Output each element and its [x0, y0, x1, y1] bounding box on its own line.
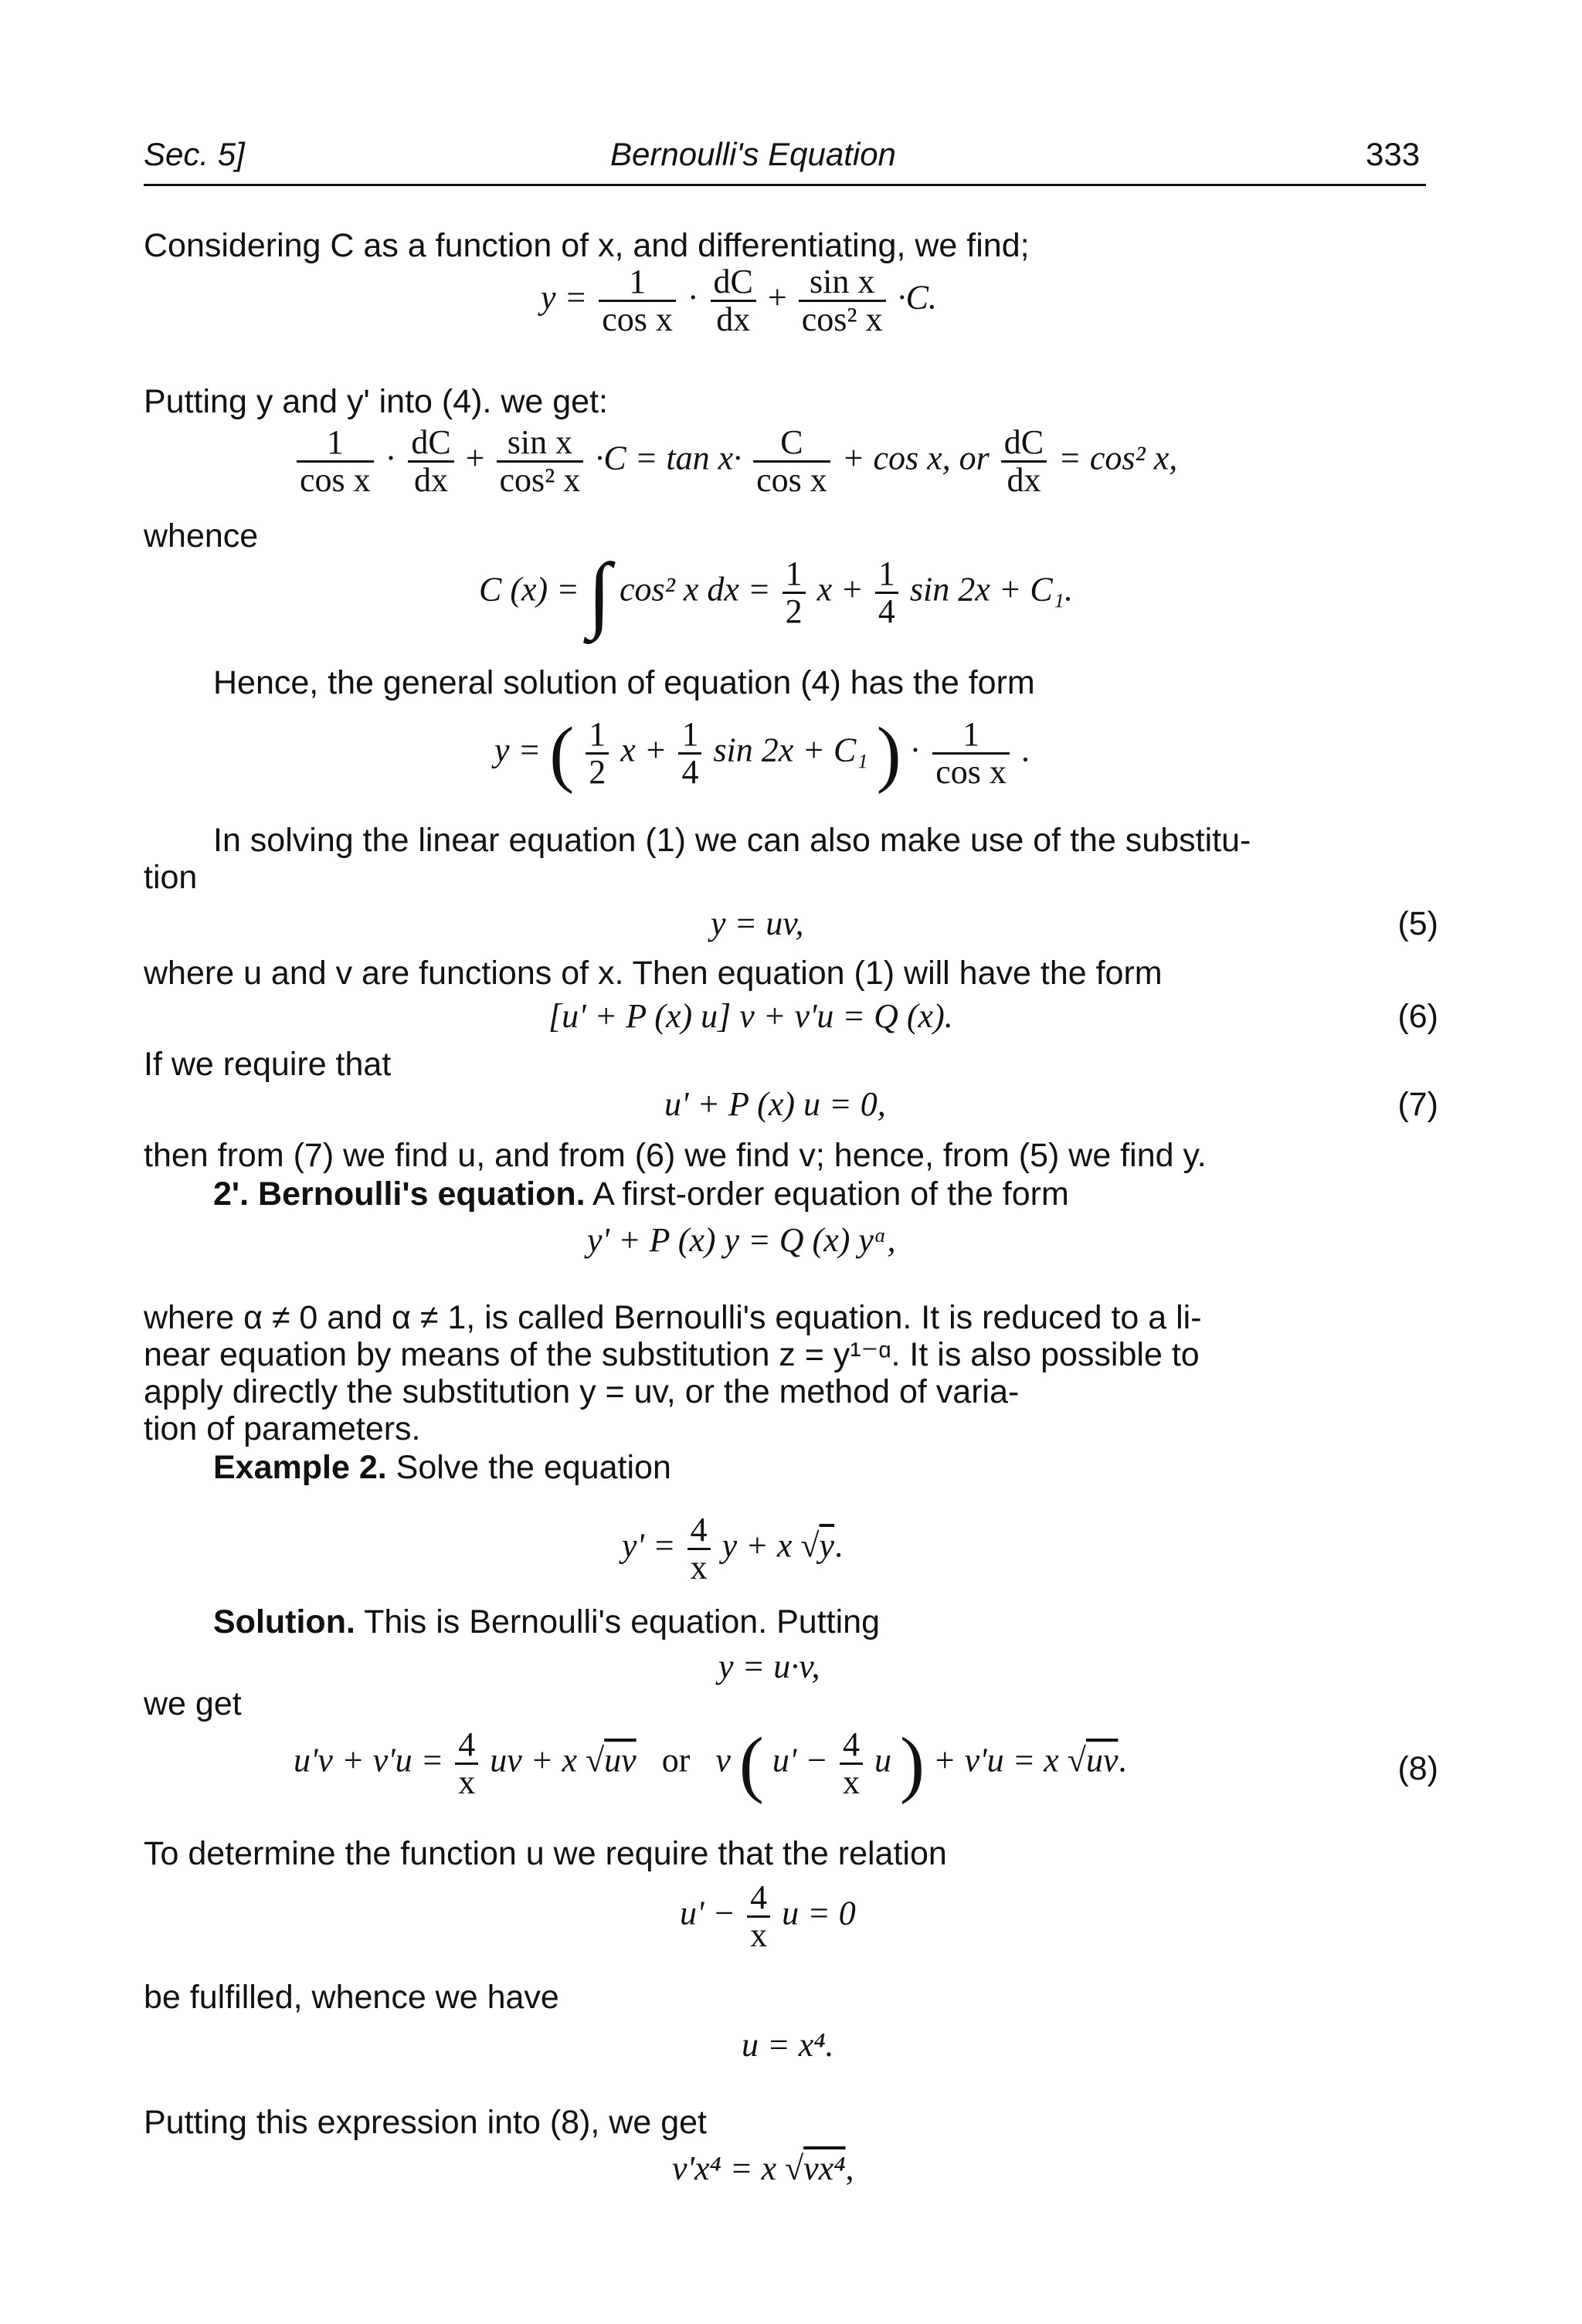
eq-part: = cos² x,: [1058, 439, 1178, 477]
equation-y-uv: [718, 1647, 820, 1687]
equation-substituted: [294, 425, 1177, 498]
fraction: [687, 1512, 711, 1586]
numerator: 1: [297, 425, 374, 463]
denominator: dx: [716, 300, 751, 338]
equation-example: [622, 1512, 843, 1586]
fraction: [599, 264, 676, 338]
denominator: dx: [413, 461, 448, 499]
text-in-solving: In solving the linear equation (1) we can also make use of the substitu-: [213, 822, 1251, 859]
heading-tail: A first-order equation of the form: [585, 1176, 1069, 1213]
numerator: sin x: [497, 425, 584, 463]
eq-part: +: [767, 278, 787, 317]
fraction: [840, 1727, 863, 1800]
text-solution: [213, 1602, 1438, 1642]
denominator: cos² x: [801, 300, 883, 338]
running-header-title: Bernoulli's Equation: [610, 136, 896, 172]
text-putting-expression: Putting this expression into (8), we get: [144, 2104, 707, 2141]
fraction: [747, 1880, 770, 1953]
denominator: x: [750, 1916, 768, 1954]
eq-part: + v'u = x √: [932, 1741, 1086, 1779]
fraction: [932, 717, 1010, 790]
eq-part: x +: [620, 731, 667, 769]
fraction: [678, 717, 701, 790]
denominator: cos² x: [499, 461, 581, 499]
text-whence: whence: [144, 517, 259, 555]
eq-part: u = 0: [782, 1894, 856, 1932]
denominator: 2: [785, 592, 803, 630]
text-be-fulfilled: be fulfilled, whence we have: [144, 1979, 559, 2016]
eq-part: uv + x √: [490, 1741, 605, 1779]
numerator: 4: [687, 1512, 711, 1550]
numerator: 1: [586, 717, 609, 755]
equation-number-5: (5): [1397, 905, 1438, 942]
denominator: x: [842, 1763, 860, 1801]
denominator: cos x: [602, 300, 673, 338]
eq-part: x +: [816, 570, 864, 609]
text-considering: Considering C as a function of x, and differentiating, we find;: [144, 227, 1030, 264]
left-paren: (: [549, 711, 575, 795]
text-putting-y: Putting y and y' into (4). we get:: [144, 383, 608, 420]
text-we-get: we get: [144, 1685, 242, 1722]
eq-part: + cos x, or: [841, 439, 990, 477]
eq-part: cos² x dx =: [620, 570, 771, 609]
eq-part: y =: [541, 278, 588, 317]
numerator: 4: [840, 1727, 863, 1765]
fraction: [799, 264, 886, 338]
eq-part: y' =: [622, 1526, 676, 1565]
numerator: sin x: [799, 264, 886, 302]
running-header-section: Sec. 5]: [144, 136, 245, 172]
denominator: 2: [589, 753, 606, 791]
numerator: 4: [747, 1880, 770, 1918]
right-paren: ): [899, 1722, 925, 1805]
equation-number-7: (7): [1397, 1086, 1438, 1123]
eq-part: ·: [385, 439, 397, 477]
eq-part: u'v + v'u =: [294, 1741, 444, 1779]
denominator: cos x: [935, 753, 1007, 791]
text-tion-of-parameters: tion of parameters.: [144, 1410, 421, 1447]
section-heading: 2'. Bernoulli's equation.: [213, 1176, 586, 1213]
eq-part: y + x √: [721, 1526, 820, 1565]
fraction: [497, 425, 584, 498]
numerator: C: [753, 425, 830, 463]
eq-part: y = uv,: [711, 904, 804, 942]
denominator: x: [458, 1763, 476, 1801]
eq-part: y =: [494, 731, 541, 769]
solution-tail: This is Bernoulli's equation. Putting: [355, 1603, 880, 1640]
fraction: [711, 264, 756, 338]
denominator: cos x: [300, 461, 371, 499]
eq-part: u: [874, 1741, 891, 1779]
denominator: 4: [878, 592, 895, 630]
eq-part: ·: [909, 731, 922, 769]
text-then-from: then from (7) we find u, and from (6) we find v; hence, from (5) we find y.: [144, 1137, 1207, 1174]
eq-part: C (x) =: [479, 570, 579, 609]
equation-number-6: (6): [1397, 998, 1438, 1035]
radicand: uv: [1085, 1741, 1119, 1779]
text-example-2: [213, 1447, 1438, 1488]
text-bernoulli-heading: [213, 1174, 1438, 1214]
header-rule: [144, 184, 1426, 186]
equation-8: [294, 1722, 1127, 1805]
equation-u-x4: [742, 2025, 834, 2065]
eq-part: u = x⁴.: [742, 2026, 834, 2064]
example-label: Example 2.: [213, 1449, 387, 1486]
eq-part: sin 2x + C₁: [713, 731, 868, 769]
eq-part: .: [834, 1526, 844, 1565]
numerator: 1: [678, 717, 701, 755]
eq-part: v: [715, 1741, 731, 1779]
numerator: 1: [783, 556, 806, 594]
fraction: [783, 556, 806, 629]
equation-number-8: (8): [1397, 1750, 1438, 1787]
eq-part: or: [661, 1741, 691, 1779]
denominator: 4: [681, 753, 699, 791]
fraction: [753, 425, 830, 498]
equation-y-derivative: [541, 264, 937, 338]
radicand: uv: [604, 1741, 637, 1779]
eq-part: u' + P (x) u = 0,: [664, 1085, 886, 1123]
text-if-we-require: If we require that: [144, 1046, 392, 1083]
fraction: [875, 556, 898, 629]
eq-part: ·C = tan x·: [595, 439, 742, 477]
text-hence: Hence, the general solution of equation (4) has the form: [213, 664, 1035, 701]
text-apply-directly: apply directly the substitution y = uv, or the method of varia-: [144, 1373, 1020, 1410]
eq-part: v'x⁴ = x √: [672, 2149, 804, 2187]
eq-part: u' −: [680, 1894, 736, 1932]
denominator: x: [690, 1549, 708, 1586]
text-to-determine: To determine the function u we require that the relation: [144, 1835, 947, 1872]
fraction: [586, 717, 609, 790]
text-tion: tion: [144, 859, 198, 896]
numerator: dC: [1001, 425, 1047, 463]
equation-7: [664, 1084, 886, 1125]
equation-u-relation: [680, 1880, 856, 1953]
integral-sign: ∫: [587, 545, 612, 640]
eq-part: .: [1020, 731, 1030, 769]
numerator: 1: [599, 264, 676, 302]
equation-c-of-x: [479, 545, 1074, 640]
fraction: [455, 1727, 478, 1800]
eq-part: ·C.: [897, 278, 937, 317]
equation-bernoulli-form: [587, 1220, 895, 1260]
radicand: y: [819, 1526, 835, 1565]
eq-part: sin 2x + C₁.: [909, 570, 1074, 609]
example-tail: Solve the equation: [386, 1449, 671, 1486]
equation-v-prime: [672, 2149, 854, 2189]
equation-5: [711, 904, 803, 944]
numerator: 1: [932, 717, 1010, 755]
radicand: vx⁴: [803, 2149, 846, 2187]
left-paren: (: [738, 1722, 764, 1805]
numerator: dC: [408, 425, 453, 463]
denominator: cos x: [756, 461, 827, 499]
eq-part: y = u·v,: [718, 1647, 820, 1685]
solution-label: Solution.: [213, 1603, 355, 1640]
denominator: dx: [1007, 461, 1041, 499]
eq-part: .: [1118, 1741, 1127, 1779]
eq-part: [u' + P (x) u] v + v'u = Q (x).: [548, 997, 953, 1035]
numerator: 1: [875, 556, 898, 594]
text-where-u-v: where u and v are functions of x. Then equation (1) will have the form: [144, 955, 1163, 992]
text-near-equation: near equation by means of the substitution z = y¹⁻ᵅ. It is also possible to: [144, 1336, 1200, 1373]
page-number: 333: [1366, 136, 1421, 172]
eq-part: u' −: [772, 1741, 828, 1779]
equation-6: [548, 996, 953, 1036]
fraction: [1001, 425, 1047, 498]
numerator: dC: [711, 264, 756, 302]
equation-general-solution: [494, 711, 1030, 795]
numerator: 4: [455, 1727, 478, 1765]
eq-part: ,: [845, 2149, 854, 2187]
text-where-alpha: where α ≠ 0 and α ≠ 1, is called Bernoulli's equation. It is reduced to a li-: [144, 1299, 1202, 1336]
fraction: [408, 425, 453, 498]
eq-part: +: [465, 439, 485, 477]
fraction: [297, 425, 374, 498]
eq-part: ·: [687, 278, 699, 317]
eq-part: y' + P (x) y = Q (x) yᵅ,: [587, 1221, 896, 1259]
right-paren: ): [876, 711, 901, 795]
